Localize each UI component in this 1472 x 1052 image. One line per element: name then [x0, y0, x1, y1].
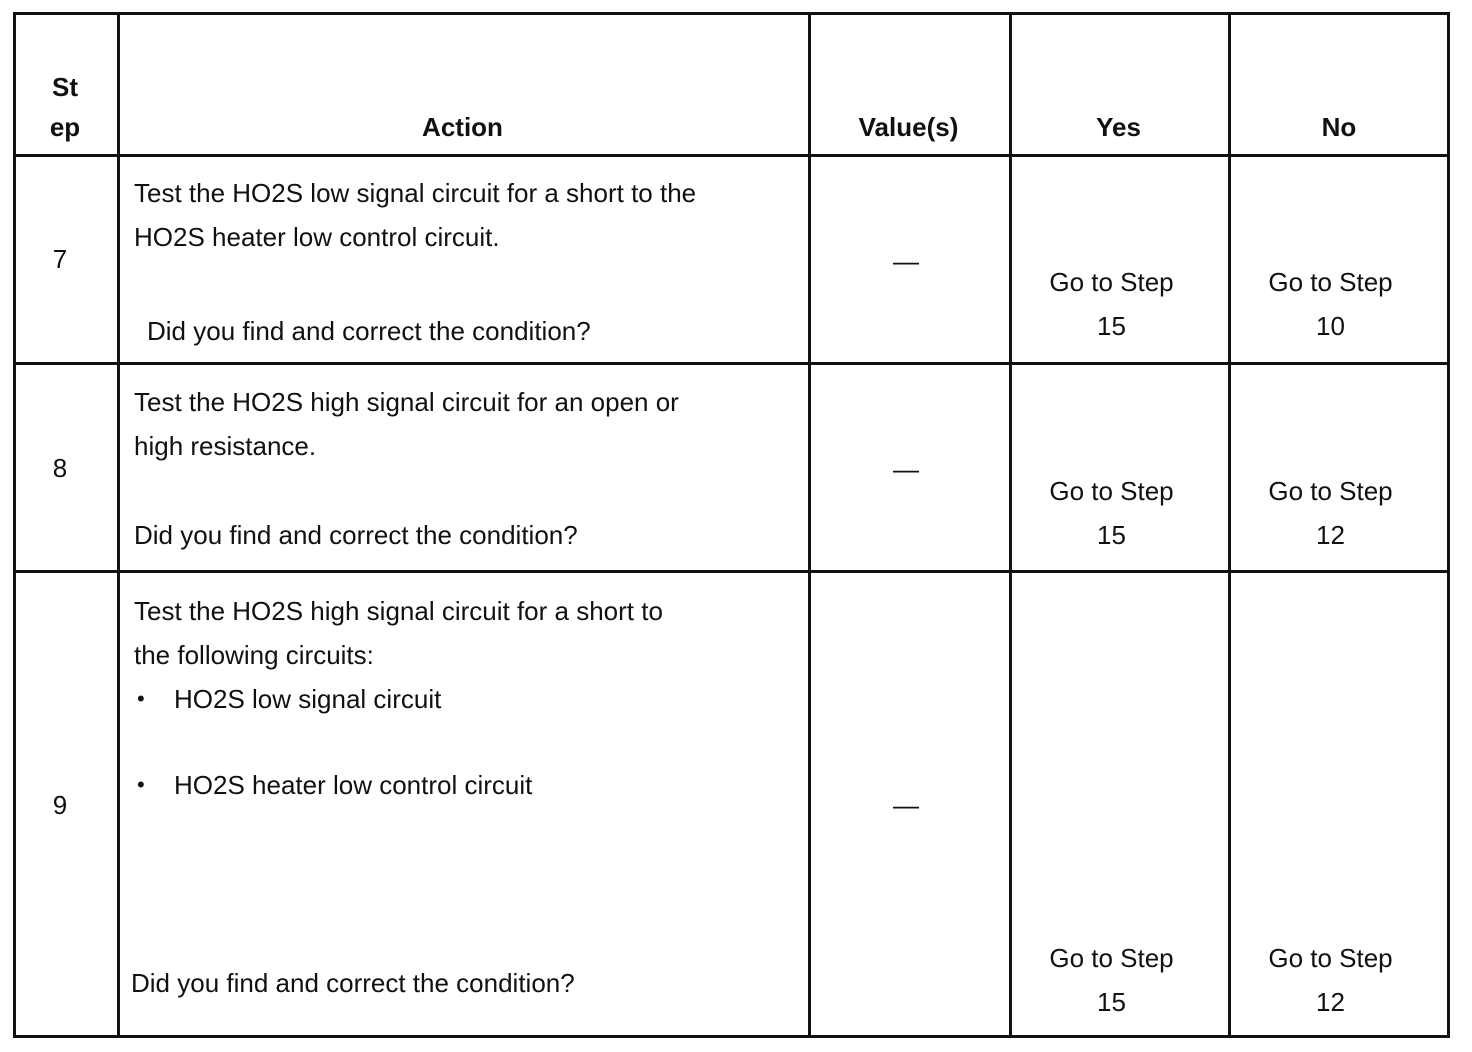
row-9-yes-line2: 15 — [1097, 987, 1126, 1017]
row-7-yes-line1: Go to Step — [1049, 267, 1174, 297]
bullet-icon: • — [137, 686, 145, 711]
header-no: No — [1321, 112, 1357, 142]
row-8-no-line1: Go to Step — [1268, 476, 1393, 506]
row-8-step: 8 — [52, 453, 68, 483]
header-yes: Yes — [1096, 112, 1141, 142]
row-7-question: Did you find and correct the condition? — [147, 316, 591, 346]
row-8-yes-line1: Go to Step — [1049, 476, 1174, 506]
row-9-bullet-1: HO2S low signal circuit — [174, 684, 442, 714]
row-divider — [16, 570, 1447, 573]
diagnostic-table — [13, 12, 1450, 1038]
row-7-value: — — [893, 246, 919, 276]
row-9-question: Did you find and correct the condition? — [131, 968, 575, 998]
header-step-line1: St — [52, 72, 78, 102]
row-7-yes-line2: 15 — [1097, 311, 1126, 341]
row-7-action-line2: HO2S heater low control circuit. — [134, 222, 500, 252]
header-values: Value(s) — [858, 112, 959, 142]
header-step — [16, 67, 114, 147]
row-divider — [16, 154, 1447, 157]
bullet-icon: • — [137, 772, 145, 797]
row-9-bullet-2: HO2S heater low control circuit — [174, 770, 533, 800]
row-7-no-line2: 10 — [1316, 311, 1345, 341]
row-7-step: 7 — [52, 244, 68, 274]
row-divider — [16, 362, 1447, 365]
row-9-step: 9 — [52, 790, 68, 820]
row-8-value: — — [893, 454, 919, 484]
row-8-action-line1: Test the HO2S high signal circuit for an open or — [134, 387, 679, 417]
row-9-no-line2: 12 — [1316, 987, 1345, 1017]
row-7-action-line1: Test the HO2S low signal circuit for a short to the — [134, 178, 697, 208]
row-9-action-line1: Test the HO2S high signal circuit for a short to — [134, 596, 663, 626]
row-9-yes-line1: Go to Step — [1049, 943, 1174, 973]
row-8-question: Did you find and correct the condition? — [134, 520, 578, 550]
row-8-action-line2: high resistance. — [134, 431, 317, 461]
row-8-no-line2: 12 — [1316, 520, 1345, 550]
row-8-yes-line2: 15 — [1097, 520, 1126, 550]
row-9-action-line2: the following circuits: — [134, 640, 374, 670]
row-9-no-line1: Go to Step — [1268, 943, 1393, 973]
column-divider — [117, 15, 120, 1035]
header-step-line2: ep — [49, 112, 81, 142]
row-9-value: — — [893, 790, 919, 820]
column-divider — [808, 15, 811, 1035]
row-7-no-line1: Go to Step — [1268, 267, 1393, 297]
header-action: Action — [422, 112, 503, 142]
